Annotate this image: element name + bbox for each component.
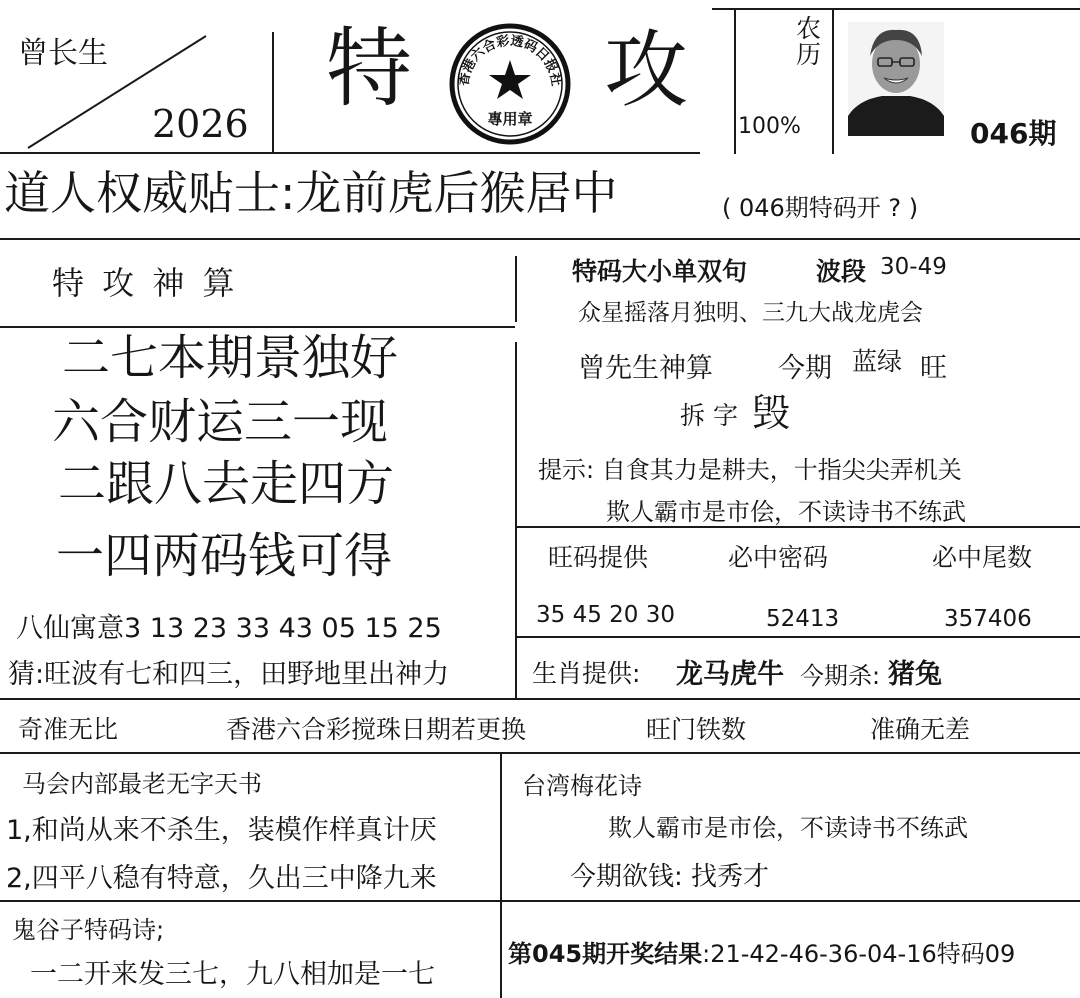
table-header-2: 必中密码 <box>728 543 829 572</box>
table-header-1: 旺码提供 <box>548 543 649 572</box>
year: 2026 <box>152 102 249 146</box>
divider <box>832 8 834 154</box>
divider <box>515 342 517 698</box>
hint-line-2: 欺人霸市是市侩，不读诗书不练武 <box>606 498 966 526</box>
banner-note: ( 046期特码开 ? ) <box>722 194 919 222</box>
rule <box>0 900 1080 902</box>
chaizi-char: 毁 <box>752 391 791 435</box>
colors: 蓝绿 <box>852 347 903 376</box>
poem-line-1: 二七本期景独好 <box>62 330 399 386</box>
title-left: 特 <box>326 19 412 119</box>
taiwan-title: 台湾梅花诗 <box>522 772 642 800</box>
author-name: 曾长生 <box>18 36 108 71</box>
official-seal <box>448 22 572 146</box>
today-label: 今期 <box>778 353 832 384</box>
guigu-title: 鬼谷子特码诗; <box>12 916 165 944</box>
title-a: 特码大小单双句 <box>572 257 748 286</box>
box-top-rule <box>712 8 1080 10</box>
baxian-label: 八仙寓意 <box>16 613 124 644</box>
strip-item-4: 准确无差 <box>870 715 971 744</box>
book-line-1: 1,和尚从来不杀生，装模作样真计厌 <box>6 815 437 846</box>
strip-item-2: 香港六合彩搅珠日期若更换 <box>226 715 527 744</box>
strip-item-3: 旺门铁数 <box>646 715 747 744</box>
seal-bottom-text: 專用章 <box>487 110 533 128</box>
rule <box>515 526 1080 528</box>
rule <box>0 698 1080 700</box>
table-header-3: 必中尾数 <box>932 543 1033 572</box>
rule <box>515 636 1080 638</box>
rule <box>0 326 515 328</box>
result-line <box>508 934 1015 969</box>
zodiac-label: 生肖提供: <box>532 659 641 688</box>
table-value-1: 35 45 20 30 <box>536 602 675 628</box>
divider <box>515 256 517 322</box>
result-label: 第045期开奖结果 <box>508 940 703 968</box>
hint-line-1: 提示: 自食其力是耕夫，十指尖尖弄机关 <box>538 456 962 484</box>
result-numbers: :21-42-46-36-04-16特码09 <box>702 940 1016 968</box>
book-title: 马会内部最老无字天书 <box>22 770 262 798</box>
taiwan-line-1: 欺人霸市是市侩，不读诗书不练武 <box>608 814 968 842</box>
author-photo <box>848 22 944 136</box>
taiwan-line-2: 今期欲钱: 找秀才 <box>570 862 770 892</box>
lunar-label: 农历 <box>796 14 822 69</box>
wang: 旺 <box>920 353 947 384</box>
kill-values: 猪兔 <box>888 659 942 690</box>
divider <box>272 32 274 154</box>
zodiac-values: 龙马虎牛 <box>676 659 784 690</box>
poem-line-3: 二跟八去走四方 <box>58 456 395 512</box>
seal-text: 香港六合彩透码日报社 <box>456 33 564 88</box>
banner-bottom-rule <box>0 238 1080 240</box>
table-value-3: 357406 <box>944 606 1032 632</box>
strip-item-1: 奇准无比 <box>18 715 119 744</box>
book-line-2: 2,四平八稳有特意，久出三中降九来 <box>6 863 437 894</box>
percent: 100% <box>738 114 801 139</box>
rule <box>0 752 1080 754</box>
calc-label: 曾先生神算 <box>578 353 713 384</box>
poem-line-4: 一四两码钱可得 <box>56 528 393 584</box>
baxian-line <box>16 606 442 645</box>
left-heading: 特 攻 神 算 <box>52 264 239 302</box>
kill-label: 今期杀: <box>800 662 881 690</box>
guigu-line: 一二开来发三七，九八相加是一七 <box>30 959 435 990</box>
chaizi-label: 拆 字 <box>680 401 738 430</box>
divider <box>734 8 736 154</box>
riddle: 猜:旺波有七和四三，田野地里出神力 <box>8 659 450 690</box>
table-value-2: 52413 <box>766 606 840 632</box>
baxian-numbers: 3 13 23 33 43 05 15 25 <box>124 613 442 644</box>
divider <box>500 752 502 998</box>
title-b: 波段 <box>816 257 867 286</box>
title-right: 攻 <box>604 21 689 119</box>
range: 30-49 <box>880 254 947 280</box>
issue-number: 046期 <box>970 117 1057 150</box>
banner-main: 道人权威贴士:龙前虎后猴居中 <box>4 166 618 220</box>
verse: 众星摇落月独明、三九大战龙虎会 <box>578 300 923 326</box>
poem-line-2: 六合财运三一现 <box>52 394 389 450</box>
